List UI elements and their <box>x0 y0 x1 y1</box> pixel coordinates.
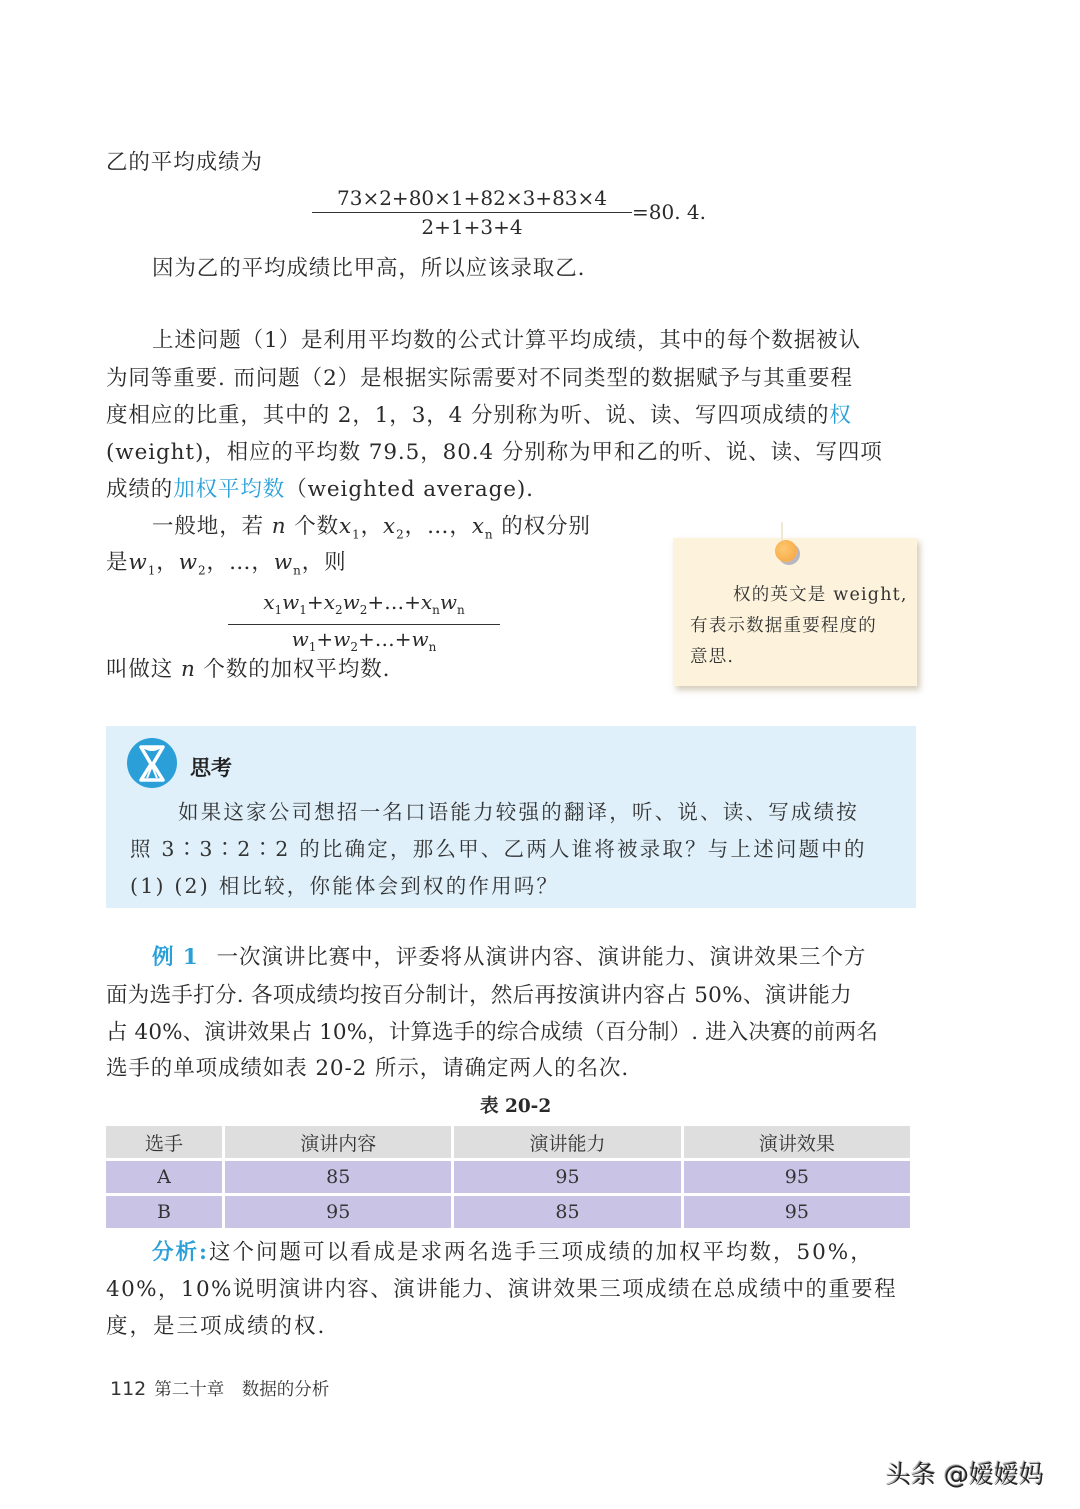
var: w <box>411 627 429 651</box>
text-line: 上述问题（1）是利用平均数的公式计算平均成绩，其中的每个数据被认 <box>152 328 861 353</box>
text-segment: 一般地，若 <box>152 514 265 539</box>
table-cell: 85 <box>225 1161 451 1193</box>
subscript: 1 <box>308 640 317 654</box>
text-segment: 叫做这 <box>106 657 174 682</box>
table-cell: 95 <box>684 1161 910 1193</box>
page-footer <box>110 1376 329 1401</box>
subscript: 1 <box>299 603 307 617</box>
pushpin-icon <box>775 540 797 562</box>
text-line <box>106 475 534 505</box>
subscript: 2 <box>359 603 368 617</box>
var: x <box>263 590 275 614</box>
page-number: 112 <box>110 1378 147 1400</box>
var: x <box>420 590 433 614</box>
sep: ， <box>206 550 229 575</box>
subscript: n <box>293 563 302 578</box>
table-cell: A <box>106 1161 222 1193</box>
term-weighted-average: 加权平均数 <box>173 477 286 502</box>
text-segment: （weighted average). <box>285 477 534 502</box>
weighted-average-formula <box>228 588 500 661</box>
formula-denominator: 2+1+3+4 <box>421 215 523 239</box>
text-segment: 是 <box>106 550 129 575</box>
var: w <box>333 627 351 651</box>
sep: ， <box>251 550 274 575</box>
text-segment: 个数 <box>294 514 340 539</box>
hourglass-icon <box>127 738 177 788</box>
think-line: 照 3∶3∶2∶2 的比确定，那么甲、乙两人谁将被录取？与上述问题中的 <box>130 837 867 861</box>
fraction-formula <box>312 184 632 241</box>
subscript: n <box>428 640 437 654</box>
note-line: 有表示数据重要程度的 <box>690 616 877 636</box>
analysis-label: 分析: <box>152 1240 209 1265</box>
var: w <box>282 590 300 614</box>
subscript: 2 <box>350 640 358 654</box>
var-x: x <box>383 514 397 539</box>
text-segment: 个数的加权平均数. <box>203 657 391 682</box>
note-line: 权的英文是 weight, <box>733 585 908 605</box>
formula-numerator <box>228 588 500 625</box>
sep: ， <box>404 514 428 539</box>
subscript: 2 <box>396 527 405 542</box>
chapter-title: 第二十章 数据的分析 <box>154 1380 330 1400</box>
subscript: 2 <box>334 603 343 617</box>
term-weight: 权 <box>829 403 852 428</box>
table-cell: B <box>106 1196 222 1228</box>
table-cell: 95 <box>454 1161 680 1193</box>
think-line: 如果这家公司想招一名口语能力较强的翻译，听、说、读、写成绩按 <box>178 800 859 824</box>
op: +…+ <box>357 627 412 651</box>
table-header: 选手 <box>106 1126 222 1158</box>
var-w: w <box>178 550 198 575</box>
text-line: (weight)，相应的平均数 79.5，80.4 分别称为甲和乙的听、说、读、写四项 <box>106 440 883 465</box>
ellipsis: … <box>427 514 450 539</box>
subscript: n <box>432 603 440 617</box>
watermark: 头条 @嫒嫒妈 <box>886 1460 1044 1489</box>
subscript: n <box>457 603 465 617</box>
definition-line-3 <box>106 655 390 685</box>
definition-line-1 <box>152 512 591 549</box>
var-n: n <box>271 514 287 539</box>
subscript: 1 <box>274 603 283 617</box>
example-line: 面为选手打分. 各项成绩均按百分制计，然后再按演讲内容占 50%、演讲能力 <box>106 983 852 1008</box>
var-w: w <box>128 550 148 575</box>
table-cell: 85 <box>454 1196 680 1228</box>
table-header-row <box>106 1126 910 1158</box>
example-label: 例 1 <box>152 945 199 970</box>
table-cell: 95 <box>225 1196 451 1228</box>
table-header: 演讲效果 <box>684 1126 910 1158</box>
analysis-line: 度，是三项成绩的权. <box>106 1314 327 1339</box>
table-header: 演讲内容 <box>225 1126 451 1158</box>
example-line: 占 40%、演讲效果占 10%，计算选手的综合成绩（百分制）. 进入决赛的前两名 <box>106 1020 878 1045</box>
analysis-line: 40%，10%说明演讲内容、演讲能力、演讲效果三项成绩在总成绩中的重要程 <box>106 1277 897 1302</box>
sep: ， <box>449 514 472 539</box>
sep: ， <box>360 514 384 539</box>
subscript: 1 <box>352 527 361 542</box>
analysis-line <box>152 1238 874 1268</box>
text-segment: 度相应的比重，其中的 2，1，3，4 分别称为听、说、读、写四项成绩的 <box>106 403 830 428</box>
op: + <box>306 590 324 614</box>
example-line <box>152 943 866 973</box>
formula-result: =80. 4. <box>632 200 707 224</box>
text-line: 为同等重要. 而问题（2）是根据实际需要对不同类型的数据赋予与其重要程 <box>106 366 853 391</box>
score-table <box>103 1123 913 1231</box>
subscript: 1 <box>147 563 157 578</box>
op: +…+ <box>367 590 421 614</box>
think-title: 思考 <box>190 756 232 780</box>
sep: ， <box>156 550 179 575</box>
think-line: (1) (2) 相比较，你能体会到权的作用吗？ <box>130 874 560 898</box>
text-segment: 这个问题可以看成是求两名选手三项成绩的加权平均数，50%， <box>208 1240 874 1265</box>
var-x: x <box>339 514 353 539</box>
definition-line-2 <box>106 548 347 585</box>
text-segment: ，则 <box>301 550 347 575</box>
subscript: n <box>484 527 494 542</box>
ellipsis: … <box>228 550 252 575</box>
text-line <box>106 401 852 431</box>
op: + <box>316 627 334 651</box>
text-segment: 成绩的 <box>106 477 174 502</box>
table-row <box>106 1196 910 1228</box>
var-w: w <box>273 550 294 575</box>
var: w <box>291 627 309 651</box>
text-segment: 的权分别 <box>501 514 591 539</box>
table-header: 演讲能力 <box>454 1126 680 1158</box>
table-row <box>106 1161 910 1193</box>
example-line: 选手的单项成绩如表 20-2 所示，请确定两人的名次. <box>106 1056 630 1081</box>
note-line: 意思. <box>690 647 735 667</box>
text-segment: 一次演讲比赛中，评委将从演讲内容、演讲能力、演讲效果三个方 <box>216 945 867 970</box>
text-line: 因为乙的平均成绩比甲高，所以应该录取乙. <box>152 256 586 281</box>
formula-numerator: 73×2+80×1+82×3+83×4 <box>312 184 632 213</box>
var: w <box>439 590 458 614</box>
var-n: n <box>180 657 196 682</box>
table-caption: 表 20-2 <box>480 1096 552 1117</box>
text-line: 乙的平均成绩为 <box>106 150 263 175</box>
var: x <box>323 590 335 614</box>
subscript: 2 <box>197 563 207 578</box>
var: w <box>342 590 360 614</box>
var-x: x <box>471 514 485 539</box>
table-cell: 95 <box>684 1196 910 1228</box>
